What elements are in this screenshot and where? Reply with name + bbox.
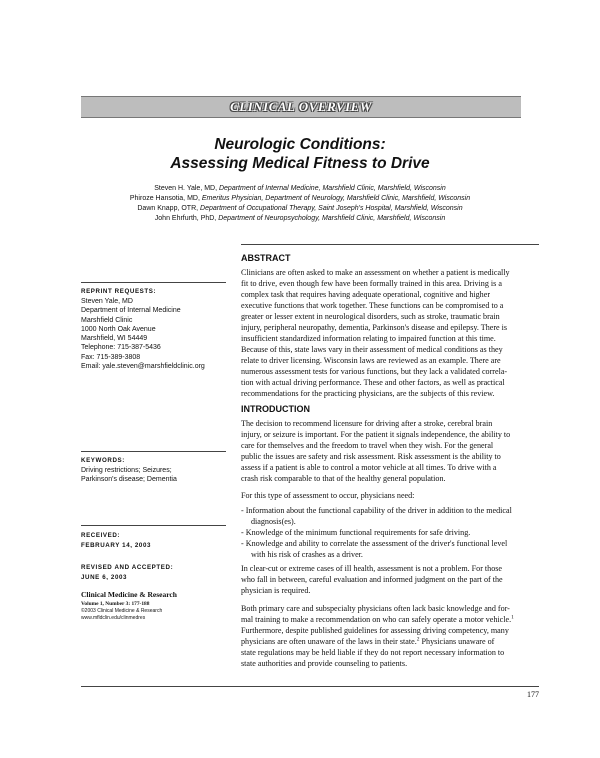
author-affiliation: Department of Neuropsychology, Marshfield Clinic, Marshfield, Wisconsin — [218, 215, 446, 222]
intro-line: state regulations may be held liable if they do not report necessary information to — [241, 648, 505, 657]
bullet-item-continued: with his risk of crashes as a driver. — [251, 550, 363, 559]
intro-line: injury, or seizure is important. For the patient it signals independence, the ability to — [241, 430, 511, 439]
intro-line: physicians are often unaware of the laws in their state.$^2$ Physicians unaware of — [241, 636, 495, 646]
sidebar-rule-reprint — [81, 282, 226, 283]
author-affiliation: Department of Internal Medicine, Marshfield Clinic, Marshfield, Wisconsin — [218, 185, 446, 192]
author-line — [0, 204, 600, 214]
intro-line: physician is required. — [241, 586, 311, 595]
reprint-address — [81, 297, 205, 371]
reprint-line: Marshfield, WI 54449 — [81, 335, 148, 343]
intro-line: For this type of assessment to occur, physicians need: — [241, 491, 415, 500]
page-number: 177 — [527, 690, 539, 699]
intro-paragraph-1 — [241, 418, 510, 484]
author-line — [0, 184, 600, 194]
reprint-line: Steven Yale, MD — [81, 298, 133, 305]
reprint-line: Telephone: 715-387-5436 — [81, 344, 161, 352]
abstract-line: greater or lesser extent in neurological disorders, such as stroke, traumatic brain — [241, 312, 500, 321]
intro-line: crash risk comparable to that of the healthy general population. — [241, 474, 446, 483]
section-banner-label: CLINICAL OVERVIEW — [230, 99, 372, 114]
abstract-line: executive functions that work together. These functions can be compromised to a — [241, 301, 504, 310]
journal-copyright: ©2003 Clinical Medicine & Research — [81, 608, 163, 614]
author-name: John Ehrfurth, PhD, — [154, 215, 219, 222]
intro-line: The decision to recommend licensure for driving after a stroke, cerebral brain — [241, 419, 493, 428]
intro-line: who fall in between, careful evaluation and informed judgment on the part of the — [241, 575, 503, 584]
abstract-line: complex task that requires having adequate operational, cognitive and higher — [241, 290, 491, 299]
journal-volume: Volume 1, Number 3: 177-188 — [81, 601, 150, 607]
keywords-list — [81, 466, 177, 485]
article-title-line-2: Assessing Medical Fitness to Drive — [170, 155, 430, 172]
reprint-line: Marshfield Clinic — [81, 316, 133, 324]
keywords-line: Parkinson's disease; Dementia — [81, 476, 177, 484]
keywords-label: KEYWORDS: — [81, 457, 125, 464]
reprint-email: Email: yale.steven@marshfieldclinic.org — [81, 363, 205, 371]
bullet-item: - Knowledge and ability to correlate the assessment of the driver's functional level — [241, 539, 508, 548]
bullet-item: - Information about the functional capability of the driver in addition to the medical — [241, 506, 512, 515]
author-affiliation: Department of Occupational Therapy, Saint Joseph's Hospital, Marshfield, Wisconsin — [200, 205, 463, 212]
sidebar-rule-received — [81, 525, 226, 526]
intro-line: public the issues are safety and risk assessment. Risk assessment is the ability to — [241, 452, 501, 461]
citation-ref[interactable]: 1 — [511, 614, 514, 621]
abstract-line: relate to driver licensing. Wisconsin laws are reviewed as an example. There are — [241, 356, 501, 365]
reprint-line: Department of Internal Medicine — [81, 307, 181, 315]
keywords-line: Driving restrictions; Seizures; — [81, 467, 172, 474]
abstract-body — [241, 267, 510, 399]
citation-ref[interactable]: 2 — [416, 636, 420, 643]
sidebar-rule-keywords — [81, 451, 226, 452]
author-line — [0, 214, 600, 224]
bullet-item: - Knowledge of the minimum functional requirements for safe driving. — [241, 528, 471, 537]
abstract-line: tion with actual driving performance. These and other factors, as well as practical — [241, 378, 505, 387]
introduction-heading: INTRODUCTION — [241, 404, 310, 414]
intro-line: mal training to make a recommendation on who can safely operate a motor vehicle.$^1$ — [241, 614, 514, 624]
section-banner — [81, 96, 521, 118]
received-date: FEBRUARY 14, 2003 — [81, 542, 152, 549]
intro-paragraph-3 — [241, 563, 503, 596]
author-name: Dawn Knapp, OTR, — [137, 205, 201, 212]
reprint-line: 1000 North Oak Avenue — [81, 325, 156, 333]
bullet-item-continued: diagnosis(es). — [251, 517, 296, 526]
abstract-line: recommendations for the practicing physicians, are the subjects of this review. — [241, 389, 495, 398]
abstract-line: numerous assessment tests for various functions, but they lack a validated correla- — [241, 367, 508, 376]
journal-url: www.mfldclin.edu/clinmedres — [81, 615, 146, 621]
journal-title: Clinical Medicine & Research — [81, 590, 177, 599]
intro-paragraph-2 — [241, 490, 414, 501]
abstract-heading: ABSTRACT — [241, 253, 291, 263]
intro-line: assess if a patient is able to control a motor vehicle at all times. To drive with a — [241, 463, 497, 472]
intro-line: state authorities and provide counseling to patients. — [241, 659, 408, 668]
author-affiliation: Emeritus Physician, Department of Neurology, Marshfield Clinic, Marshfield, Wisconsin — [201, 195, 471, 202]
reprint-line: Fax: 715-389-3808 — [81, 353, 141, 361]
author-name: Steven H. Yale, MD, — [154, 185, 219, 192]
abstract-line: insufficient standardized information relating to impaired function at this time. — [241, 334, 496, 343]
intro-line: In clear-cut or extreme cases of ill health, assessment is not a problem. For those — [241, 564, 503, 573]
intro-line: Furthermore, despite published guidelines for assessing driving competency, many — [241, 626, 509, 635]
author-name: Phiroze Hansotia, MD, — [129, 195, 202, 202]
abstract-line: Clinicians are often asked to make an assessment on whether a patient is medically — [241, 268, 510, 277]
intro-line: Both primary care and subspecialty physicians often lack basic knowledge and for- — [241, 604, 510, 613]
reprint-requests-label: REPRINT REQUESTS: — [81, 288, 157, 295]
received-label: RECEIVED: — [81, 532, 121, 539]
intro-bullet-list — [241, 505, 512, 560]
revised-date: JUNE 6, 2003 — [81, 574, 128, 581]
author-line — [0, 194, 600, 204]
intro-line: care for themselves and the freedom to travel when they wish. For the general — [241, 441, 494, 450]
intro-paragraph-4 — [241, 603, 514, 669]
content-top-rule — [241, 244, 539, 245]
article-title-line-1: Neurologic Conditions: — [214, 136, 386, 153]
abstract-line: Because of this, state laws vary in their assessment of medical conditions as they — [241, 345, 503, 354]
footer-rule — [81, 686, 539, 687]
revised-label: REVISED AND ACCEPTED: — [81, 564, 174, 571]
abstract-line: fit to drive, even though few have been formally trained in this area. Driving is a — [241, 279, 502, 288]
abstract-line: injury, peripheral neuropathy, dementia, Parkinson's disease and epilepsy. There is — [241, 323, 508, 332]
